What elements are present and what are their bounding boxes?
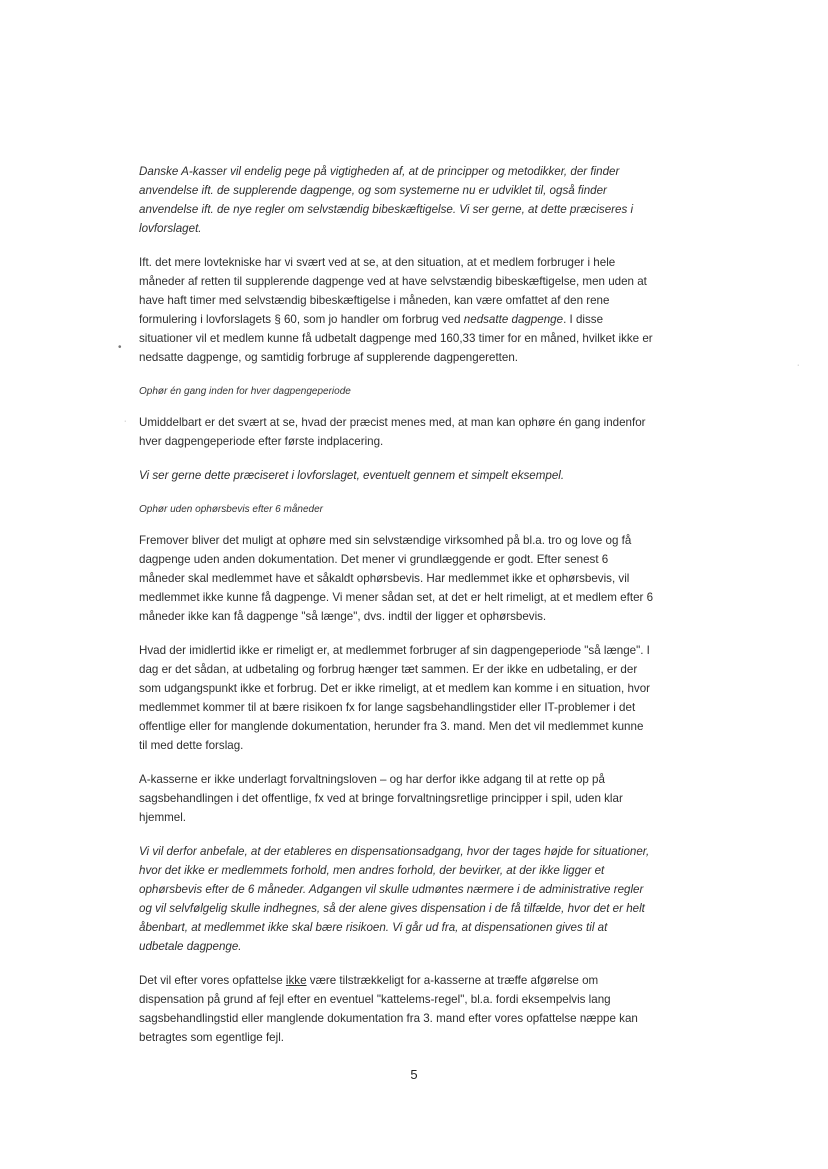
paragraph-legal-technical: Ift. det mere lovtekniske har vi svært ved at se, at den situation, at et medlem forbruger i hele måneder af retten til supplerende dagpenge ved at have selvstændig bibeskæftigelse, men uden at have haft timer med selvstændig bibeskæftigelse i måneden, kan være omfattet af den rene formulering i lovforslagets § 60, som jo handler om forbrug ved nedsatte dagpenge. I disse situationer vil et medlem kunne få udbetalt dagpenge med 160,33 timer for en måned, hvilket ikke er nedsatte dagpenge, og samtidig forbruge af supplerende dagpengeretten. xyxy=(139,256,653,364)
document-body xyxy=(139,162,654,1062)
paragraph-intro-recommendation: Danske A-kasser vil endelig pege på vigtigheden af, at de principper og metodikker, der finder anvendelse ift. de supplerende dagpenge, og som systemerne nu er udviklet til, også finder anvendelse ift. de nye regler om selvstændig bibeskæftigelse. Vi ser gerne, at dette præciseres i lovforslaget. xyxy=(139,165,634,235)
scan-speck: · xyxy=(797,362,800,369)
paragraph-dispensation-recommendation: Vi vil derfor anbefale, at der etableres en dispensationsadgang, hvor der tages højde for situationer, hvor det ikke er medlemmets forhold, men andres forhold, der bevirker, at der ikke ligger et ophørsbevis efter de 6 måneder. Adgangen vil skulle udmøntes nærmere i de administrative regler og vil selvfølgelig skulle indhegnes, så der alene gives dispensation i de få tilfælde, hvor det er helt åbenbart, at medlemmet ikke skal bære risikoen. Vi går ud fra, at dispensationen gives til at udbetale dagpenge. xyxy=(139,845,650,953)
paragraph-kattelem-rule: Det vil efter vores opfattelse ikke være tilstrækkeligt for a-kasserne at træffe afgørelse om dispensation på grund af fejl efter en eventuel "kattelems-regel", bl.a. fordi eksempelvis lang sagsbehandlingstid eller manglende dokumentation fra 3. mand efter vores opfattelse næppe kan betragtes som egentlige fejl. xyxy=(139,974,638,1044)
section-heading-once-per-period: Ophør én gang inden for hver dagpengeperiode xyxy=(139,386,351,397)
paragraph-consumption: Hvad der imidlertid ikke er rimeligt er, at medlemmet forbruger af sin dagpengeperiode "så længe". I dag er det sådan, at udbetaling og forbrug hænger tæt sammen. Er der ikke en udbetaling, er der som udgangspunkt ikke et forbrug. Det er ikke rimeligt, at et medlem kan komme i en situation, hvor medlemmet kommer til at bære risikoen fx for lange sagsbehandlingstider eller IT-problemer i det offentlige eller for manglende dokumentation, herunder fra 3. mand. Men det vil medlemmet kunne til med dette forslag. xyxy=(139,644,651,752)
paragraph-certificate: Fremover bliver det muligt at ophøre med sin selvstændige virksomhed på bl.a. tro og love og få dagpenge uden anden dokumentation. Det mener vi grundlæggende er godt. Efter senest 6 måneder skal medlemmet have et såkaldt ophørsbevis. Har medlemmet ikke et ophørsbevis, vil medlemmet ikke kunne få dagpenge. Vi mener sådan set, at det er helt rimeligt, at et medlem efter 6 måneder ikke kan få dagpenge "så længe", dvs. indtil der ligger et ophørsbevis. xyxy=(139,534,654,623)
paragraph-once-per-period: Umiddelbart er det svært at se, hvad der præcist menes med, at man kan ophøre én gang indenfor hver dagpengeperiode efter første indplacering. xyxy=(139,416,646,448)
scan-speck: • xyxy=(118,342,122,353)
paragraph-administration-law: A-kasserne er ikke underlagt forvaltningsloven – og har derfor ikke adgang til at rette op på sagsbehandlingen i det offentlige, fx ved at bringe forvaltningsretlige principper i spil, uden klar hjemmel. xyxy=(139,773,623,824)
scan-speck: · xyxy=(124,418,127,425)
page-number: 5 xyxy=(410,1067,418,1082)
section-heading-without-certificate: Ophør uden ophørsbevis efter 6 måneder xyxy=(139,504,323,515)
paragraph-request-example: Vi ser gerne dette præciseret i lovforslaget, eventuelt gennem et simpelt eksempel. xyxy=(139,469,565,482)
